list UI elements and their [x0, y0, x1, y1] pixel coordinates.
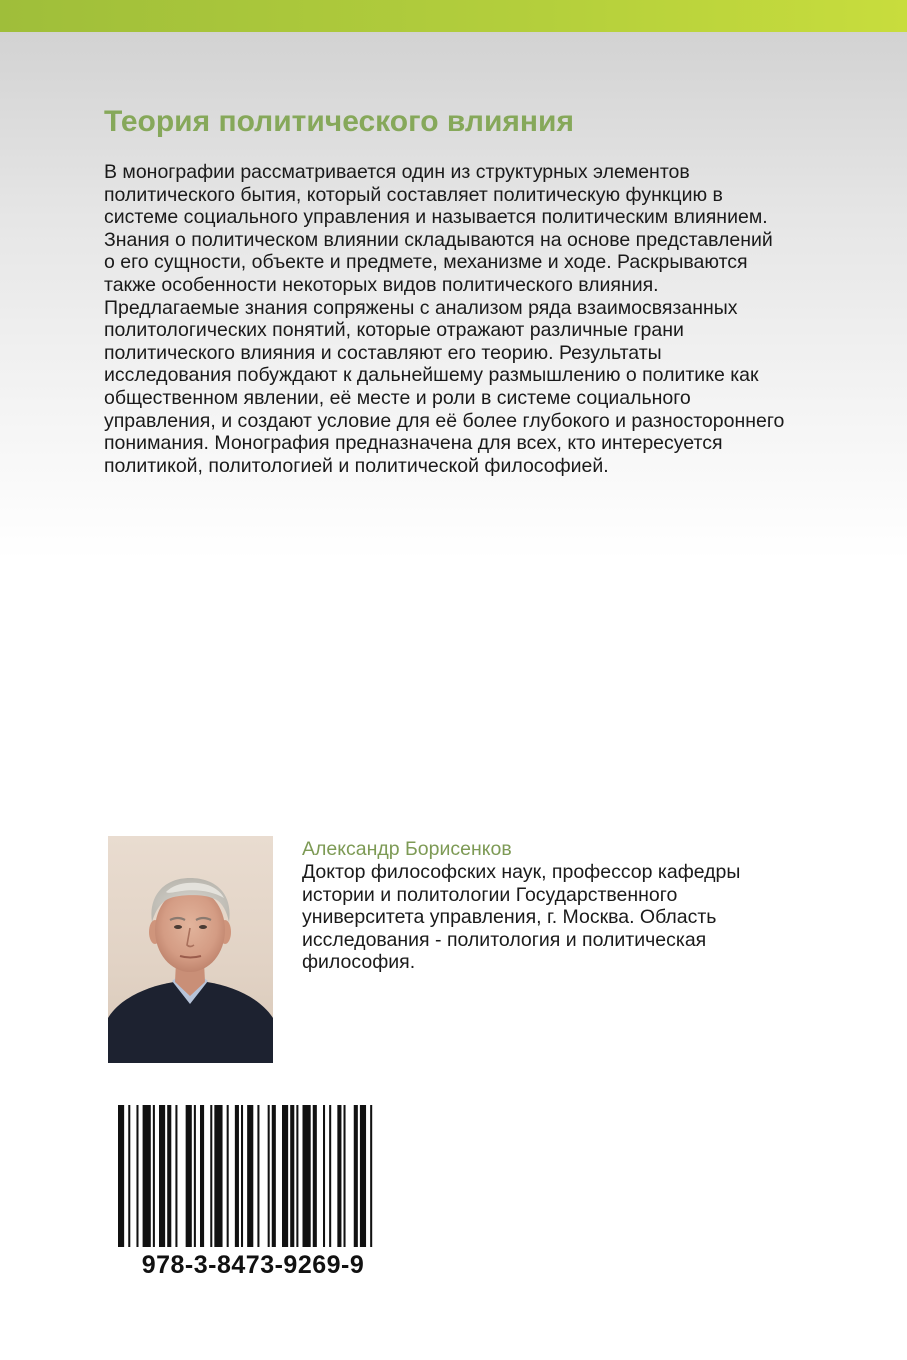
isbn-number: 978-3-8473-9269-9 — [141, 1251, 365, 1279]
barcode-bar — [227, 1105, 229, 1247]
barcode-bar — [186, 1105, 192, 1247]
barcode-bar — [210, 1105, 212, 1247]
barcode-bar — [323, 1105, 325, 1247]
author-bio — [302, 861, 862, 974]
barcode-bar — [282, 1105, 288, 1247]
barcode-bar — [194, 1105, 196, 1247]
description-line: понимания. Монография предназначена для всех, кто интересуется — [104, 432, 723, 455]
description-line: о его сущности, объекте и предмете, механизме и ходе. Раскрываются — [104, 251, 748, 274]
book-title: Теория политического влияния — [104, 105, 574, 138]
author-bio-line: Доктор философских наук, профессор кафедры — [302, 861, 741, 883]
barcode-bar — [303, 1105, 311, 1247]
description-line: системе социального управления и называется политическим влиянием. — [104, 206, 768, 229]
barcode-bar — [128, 1105, 130, 1247]
description-line: исследования побуждают к дальнейшему размышлению о политике как — [104, 364, 759, 387]
barcode-bar — [354, 1105, 358, 1247]
barcode-bar — [235, 1105, 239, 1247]
barcode-bar — [153, 1105, 155, 1247]
barcode-bar — [247, 1105, 253, 1247]
barcode-bar — [313, 1105, 317, 1247]
description-line: Предлагаемые знания сопряжены с анализом ряда взаимосвязанных — [104, 296, 738, 319]
barcode-bar — [175, 1105, 177, 1247]
barcode-bar — [167, 1105, 171, 1247]
barcode-bar — [257, 1105, 259, 1247]
book-description — [104, 161, 864, 477]
description-line: В монографии рассматривается один из структурных элементов — [104, 161, 690, 183]
barcode-bar — [159, 1105, 165, 1247]
barcode-bar — [136, 1105, 138, 1247]
description-line: политического бытия, который составляет политическую функцию в — [104, 183, 723, 206]
barcode-bar — [241, 1105, 243, 1247]
barcode-bar — [344, 1105, 346, 1247]
barcode-bar — [200, 1105, 204, 1247]
barcode-bar — [329, 1105, 331, 1247]
description-line: политического влияния и составляют его теорию. Результаты — [104, 341, 662, 364]
barcode-icon — [112, 1105, 392, 1253]
isbn-barcode — [112, 1100, 392, 1290]
description-line: общественном явлении, её месте и роли в системе социального — [104, 386, 691, 409]
top-accent-bar — [0, 0, 907, 32]
author-name: Александр Борисенков — [302, 838, 512, 860]
author-bio-line: истории и политологии Государственного — [302, 883, 678, 906]
description-line: Знания о политическом влиянии складываются на основе представлений — [104, 228, 773, 251]
description-line: политикой, политологией и политической философией. — [104, 454, 609, 477]
author-portrait-icon — [108, 836, 273, 1063]
author-bio-line: университета управления, г. Москва. Область — [302, 906, 717, 929]
barcode-bar — [214, 1105, 222, 1247]
description-line: политологических понятий, которые отражают различные грани — [104, 319, 684, 342]
barcode-bar — [296, 1105, 298, 1247]
author-bio-line: философия. — [302, 951, 416, 974]
barcode-bar — [290, 1105, 294, 1247]
description-line: также особенности некоторых видов политического влияния. — [104, 273, 659, 296]
barcode-bar — [370, 1105, 372, 1247]
barcode-bar — [337, 1105, 341, 1247]
barcode-bar — [118, 1105, 124, 1247]
description-line: управления, и создают условие для её более глубокого и разностороннего — [104, 409, 785, 432]
barcode-bar — [360, 1105, 366, 1247]
barcode-bar — [272, 1105, 276, 1247]
author-photo — [108, 836, 273, 1063]
author-bio-line: исследования - политология и политическая — [302, 928, 707, 951]
barcode-bar — [143, 1105, 151, 1247]
barcode-bar — [268, 1105, 270, 1247]
